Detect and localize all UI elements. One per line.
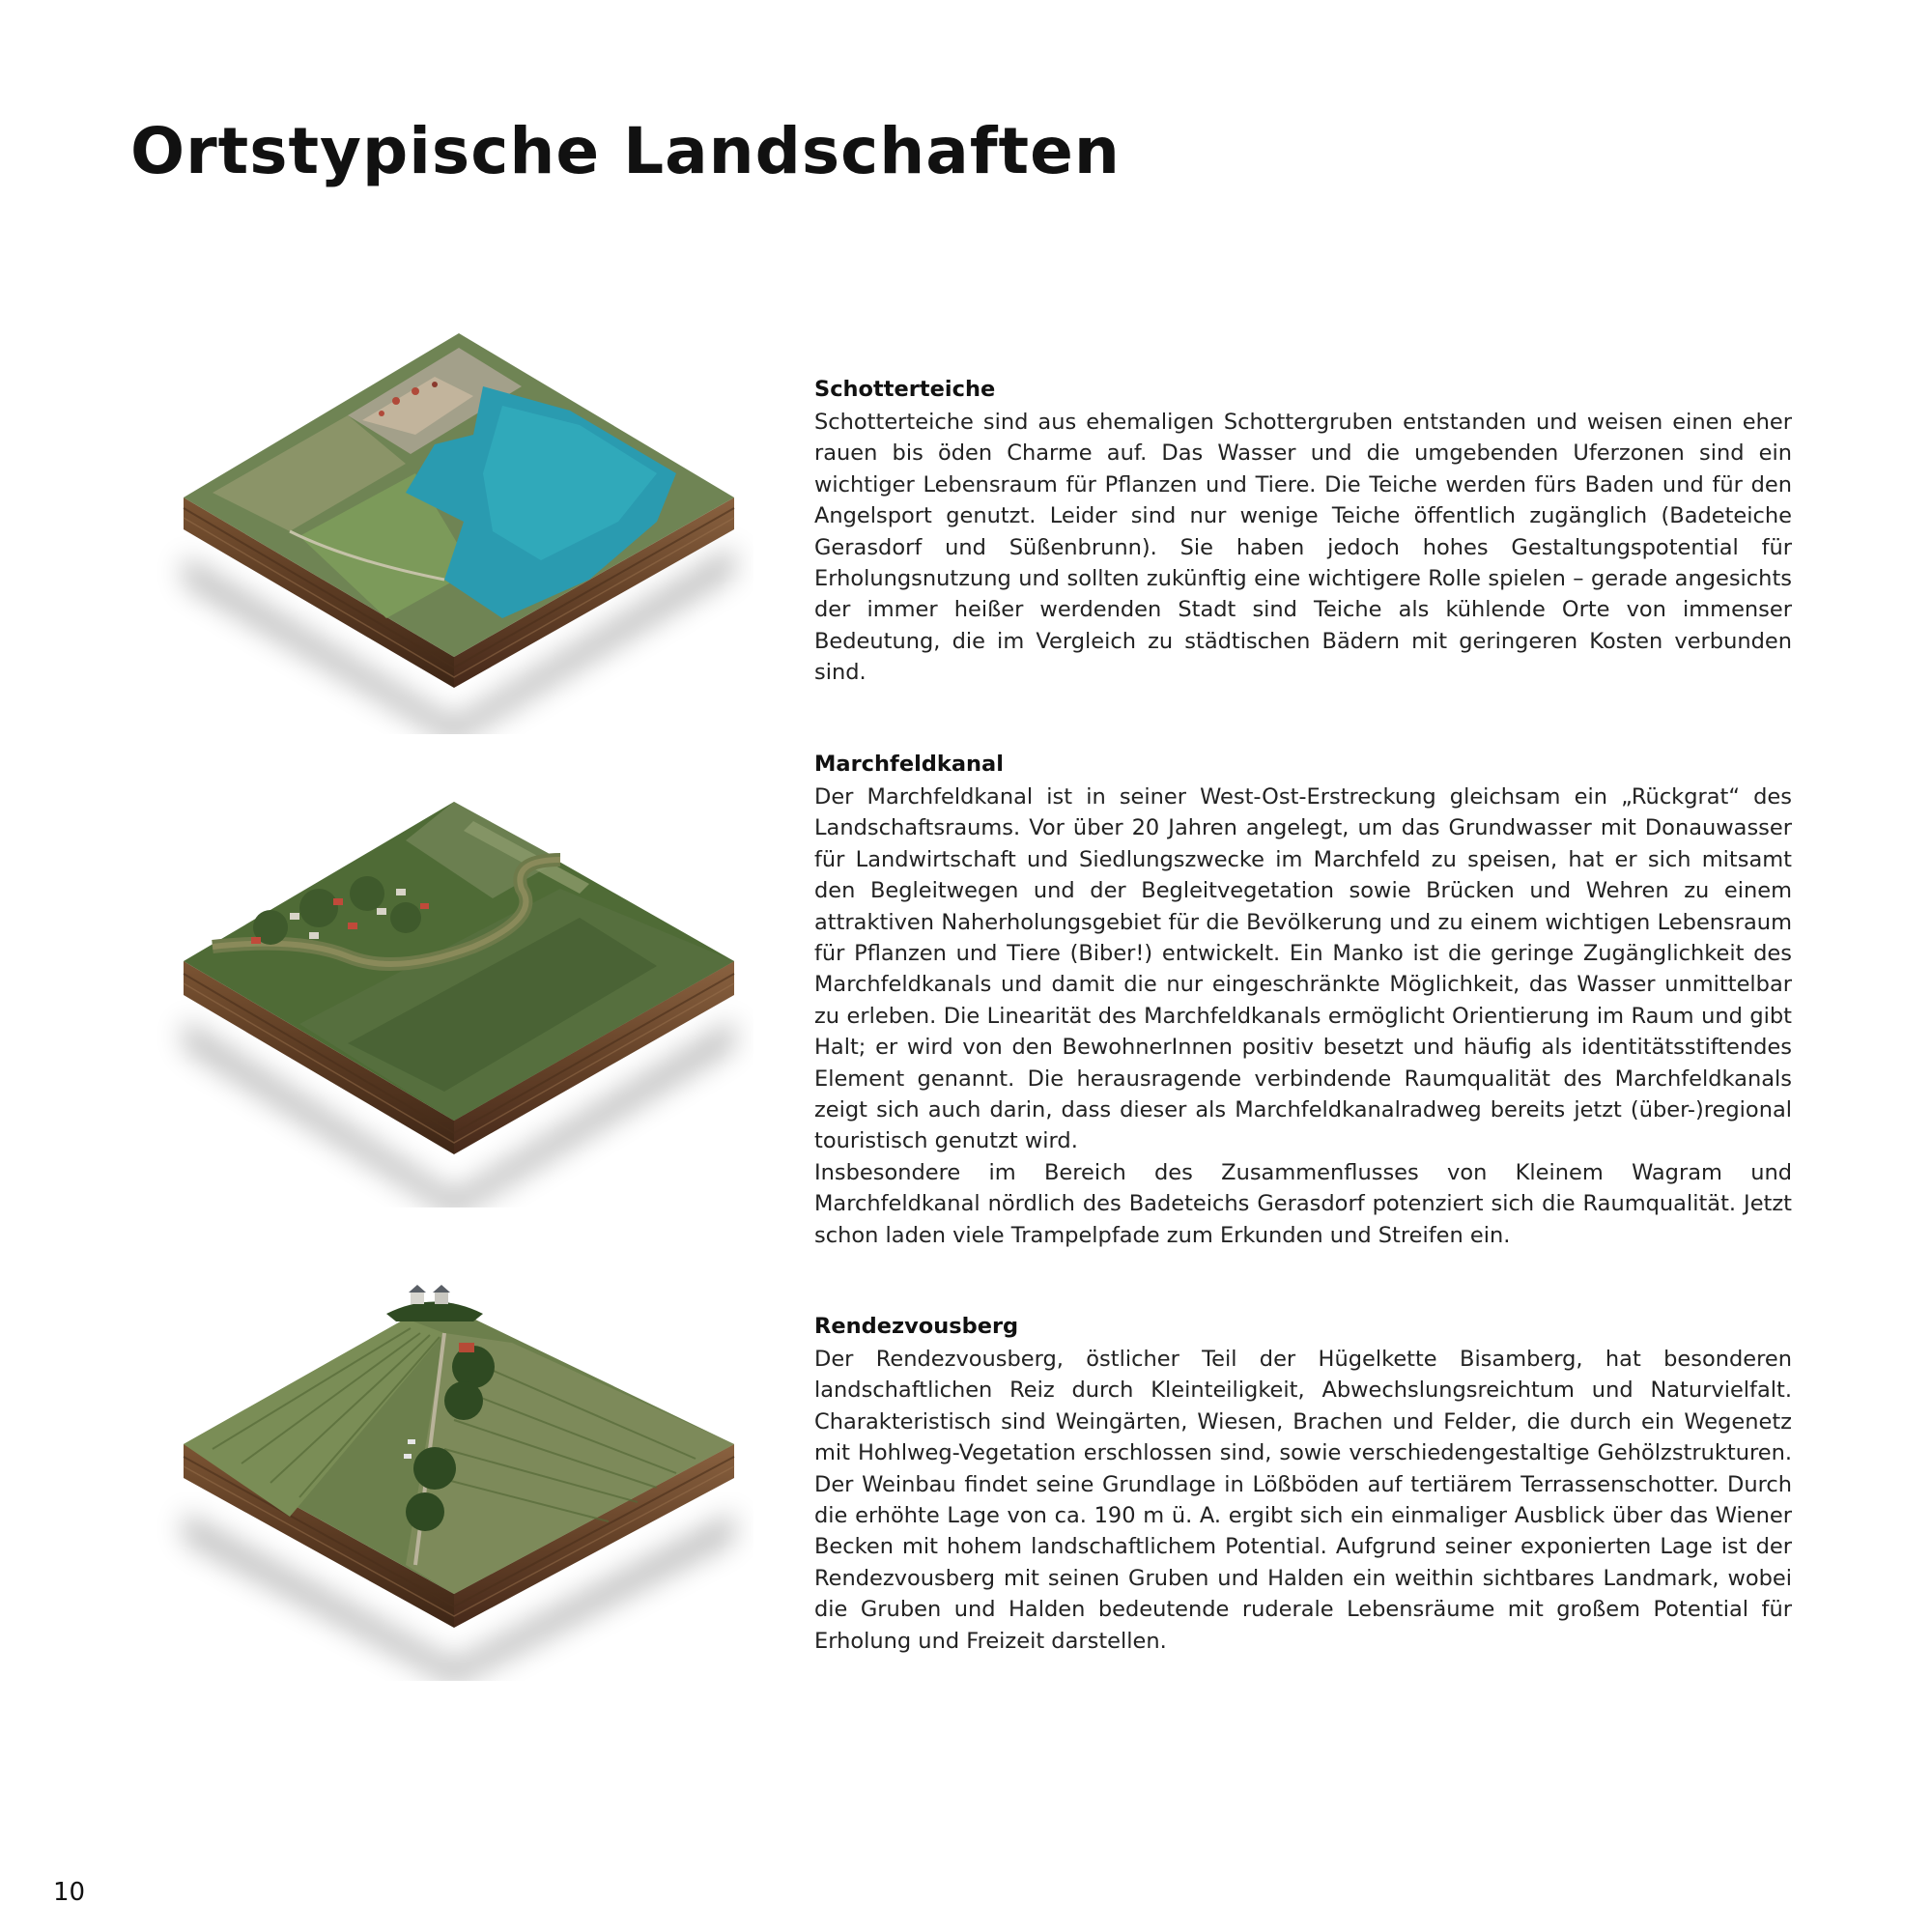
rendezvousberg-aerial-tile	[155, 1275, 753, 1681]
section-paragraph: Der Rendezvousberg, östlicher Teil der Hügelkette Bisamberg, hat besonderen landschaftlichen Reiz durch Kleinteiligkeit, Abwechslungsreichtum und Naturvielfalt. Charakteristisch sind Weingärten, Wiesen, Brachen und Felder, die durch ein Wegenetz mit Hohlweg-Vegetation erschlossen sind, sowie verschiedengestaltige Gehölzstrukturen. Der Weinbau findet seine Grundlage in Lößböden auf tertiärem Terrassenschotter. Durch die erhöhte Lage von ca. 190 m ü. A. ergibt sich ein einmaliger Ausblick über das Wiener Becken mit hohem landschaftlichem Potential. Aufgrund seiner exponierten Lage ist der Rendezvousberg mit seinen Gruben und Halden ein weithin sichtbares Landmark, wobei die Gruben und Halden bedeutende ruderale Lebensräume mit großem Potential für Erholung und Freizeit darstellen.	[814, 1347, 1792, 1654]
section-heading: Schotterteiche	[814, 377, 996, 402]
schotterteiche-tile-illustration	[155, 328, 753, 734]
section-paragraph: Der Marchfeldkanal ist in seiner West-Ost-Erstreckung gleichsam ein „Rückgrat“ des Landschaftsraums. Vor über 20 Jahren angelegt, um das Grundwasser mit Donauwasser für Landwirtschaft und Siedlungszwecke im Marchfeld zu speisen, hat er sich mitsamt den Begleitwegen und der Begleitvegetation sowie Brücken und Wehren zu einem attraktiven Naherholungsgebiet für die Bevölkerung und zu einem wichtigen Lebensraum für Pflanzen und Tiere (Biber!) entwickelt. Ein Manko ist die geringe Zugänglichkeit des Marchfeldkanals und damit die nur eingeschränkte Möglichkeit, das Wasser unmittelbar zu erleben. Die Linearität des Marchfeldkanals ermöglicht Orientierung im Raum und gibt Halt; er wird von den BewohnerInnen positiv besetzt und häufig als identitätsstiftendes Element genannt. Die herausragende verbindende Raumqualität des Marchfeldkanals zeigt sich auch darin, dass dieser als Marchfeldkanalradweg bereits jetzt (über-)regional touristisch genutzt wird.	[814, 784, 1792, 1154]
marchfeldkanal-aerial-tile	[155, 802, 753, 1208]
rendezvousberg-tile-illustration	[155, 1275, 753, 1681]
section-heading: Marchfeldkanal	[814, 752, 1004, 777]
page-number: 10	[53, 1878, 86, 1907]
schotterteiche-aerial-tile	[155, 328, 753, 734]
section-marchfeldkanal	[814, 749, 1792, 1251]
section-paragraph: Schotterteiche sind aus ehemaligen Schottergruben entstanden und weisen einen eher rauen bis öden Charme auf. Das Wasser und die umgebenden Uferzonen sind ein wichtiger Lebensraum für Pflanzen und Tiere. Die Teiche werden fürs Baden und für den Angelsport genutzt. Leider sind nur wenige Teiche öffentlich zugänglich (Badeteiche Gerasdorf und Süßenbrunn). Sie haben jedoch hohes Gestaltungspotential für Erholungsnutzung und sollten zukünftig eine wichtigere Rolle spielen – gerade angesichts der immer heißer werdenden Stadt sind Teiche als kühlende Orte von immenser Bedeutung, die im Vergleich zu städtischen Bädern mit geringeren Kosten verbunden sind.	[814, 410, 1792, 686]
section-schotterteiche	[814, 374, 1792, 689]
section-paragraph: Insbesondere im Bereich des Zusammenflusses von Kleinem Wagram und Marchfeldkanal nördlich des Badeteichs Gerasdorf potenziert sich die Raumqualität. Jetzt schon laden viele Trampelpfade zum Erkunden und Streifen ein.	[814, 1159, 1792, 1248]
marchfeldkanal-tile-illustration	[155, 802, 753, 1208]
page-title: Ortstypische Landschaften	[130, 114, 1121, 188]
section-rendezvousberg	[814, 1311, 1792, 1657]
section-heading: Rendezvousberg	[814, 1314, 1019, 1339]
